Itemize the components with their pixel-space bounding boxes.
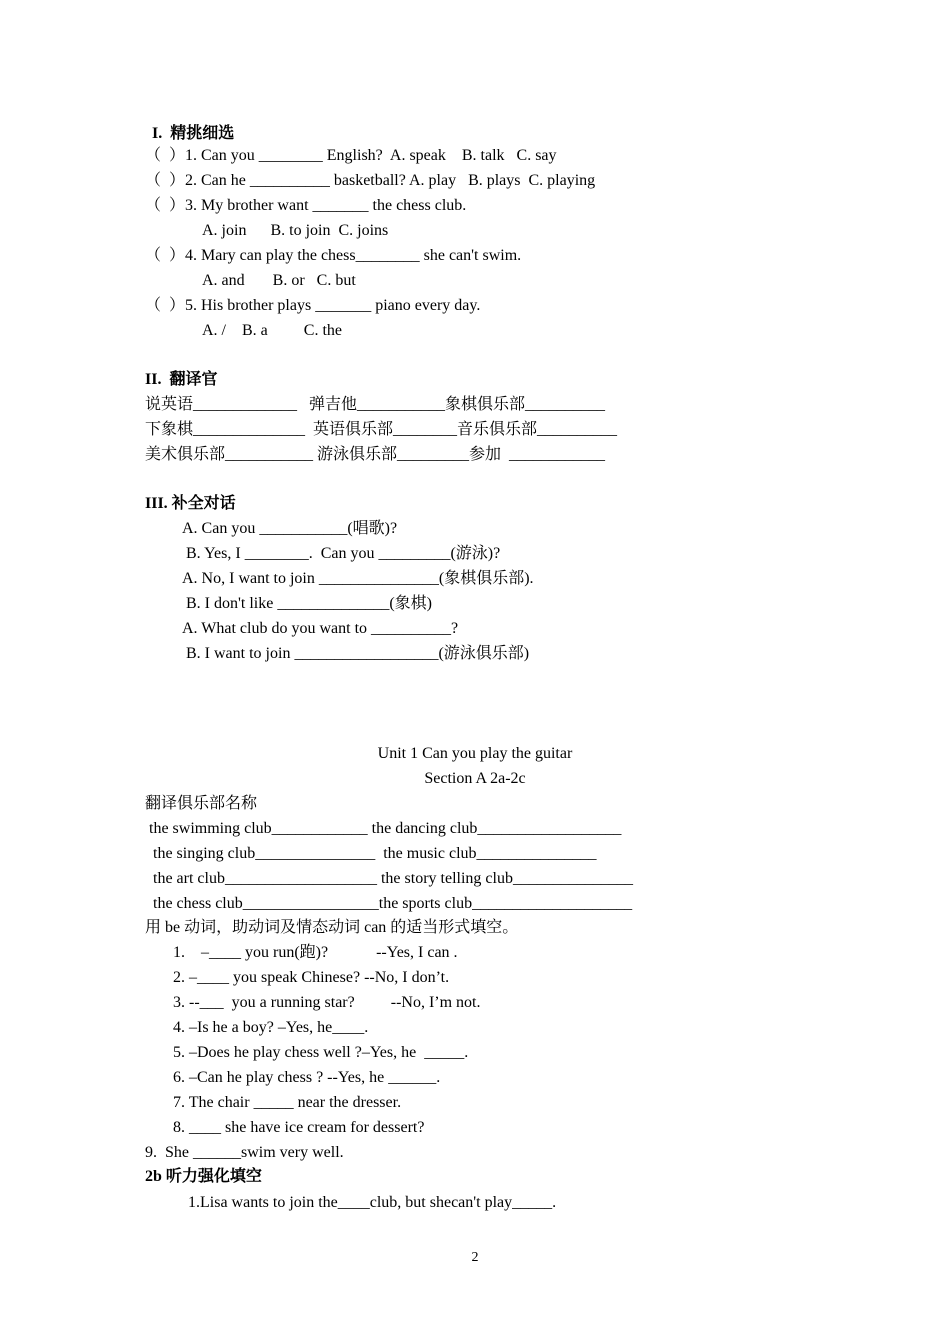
translation-line: 下象棋______________ 英语俱乐部________音乐俱乐部__________ (145, 421, 618, 438)
fill-line: 1. –____ you run(跑)? --Yes, I can . (173, 944, 458, 961)
fill-line: 2. –____ you speak Chinese? --No, I don’t. (173, 969, 450, 986)
club-line: the chess club_________________the sports club____________________ (145, 895, 633, 912)
options-line: A. / B. a C. the (202, 322, 342, 339)
section-3-heading: III. 补全对话 (145, 495, 236, 512)
fill-line: 4. –Is he a boy? –Yes, he____. (173, 1019, 369, 1036)
question-line: （ ）1. Can you ________ English? A. speak B. talk C. say (145, 147, 557, 164)
fill-line: 3. --___ you a running star? --No, I’m not. (173, 994, 481, 1011)
dialogue-line: B. Yes, I ________. Can you _________(游泳)? (182, 545, 501, 562)
question-line: （ ）3. My brother want _______ the chess club. (145, 197, 467, 214)
dialogue-line: B. I don't like ______________(象棋) (182, 595, 432, 612)
fill-section-heading: 用 be 动词，助动词及情态动词 can 的适当形式填空。 (145, 919, 519, 936)
section-1-heading: I. 精挑细选 (152, 125, 235, 142)
listening-line: 1.Lisa wants to join the____club, but shecan't play_____. (188, 1194, 557, 1211)
section-2-heading: II. 翻译官 (145, 371, 218, 388)
dialogue-line: A. No, I want to join _______________(象棋俱乐部). (182, 570, 534, 587)
question-line: （ ）4. Mary can play the chess________ she can't swim. (145, 247, 522, 264)
dialogue-line: B. I want to join __________________(游泳俱乐部) (182, 645, 530, 662)
question-line: （ ）2. Can he __________ basketball? A. play B. plays C. playing (145, 172, 596, 189)
fill-line: 7. The chair _____ near the dresser. (173, 1094, 402, 1111)
fill-line: 5. –Does he play chess well ?–Yes, he _____. (173, 1044, 469, 1061)
club-line: the art club___________________ the story telling club_______________ (145, 870, 633, 887)
dialogue-line: A. Can you ___________(唱歌)? (182, 520, 398, 537)
unit-subtitle: Section A 2a-2c (424, 770, 526, 787)
fill-line: 9. She ______swim very well. (145, 1144, 344, 1161)
page-number: 2 (471, 1250, 479, 1265)
options-line: A. join B. to join C. joins (202, 222, 389, 239)
dialogue-line: A. What club do you want to __________? (182, 620, 459, 637)
translation-line: 说英语_____________ 弹吉他___________象棋俱乐部__________ (145, 396, 606, 413)
unit-title: Unit 1 Can you play the guitar (377, 745, 573, 762)
translation-line: 美术俱乐部___________ 游泳俱乐部_________参加 ____________ (145, 446, 606, 463)
listening-heading: 2b 听力强化填空 (145, 1168, 262, 1185)
club-line: the swimming club____________ the dancing club__________________ (145, 820, 622, 837)
question-line: （ ）5. His brother plays _______ piano every day. (145, 297, 481, 314)
club-section-heading: 翻译俱乐部名称 (145, 795, 258, 812)
club-line: the singing club_______________ the music club_______________ (145, 845, 597, 862)
options-line: A. and B. or C. but (202, 272, 356, 289)
fill-line: 8. ____ she have ice cream for dessert? (173, 1119, 425, 1136)
fill-line: 6. –Can he play chess ? --Yes, he ______. (173, 1069, 441, 1086)
